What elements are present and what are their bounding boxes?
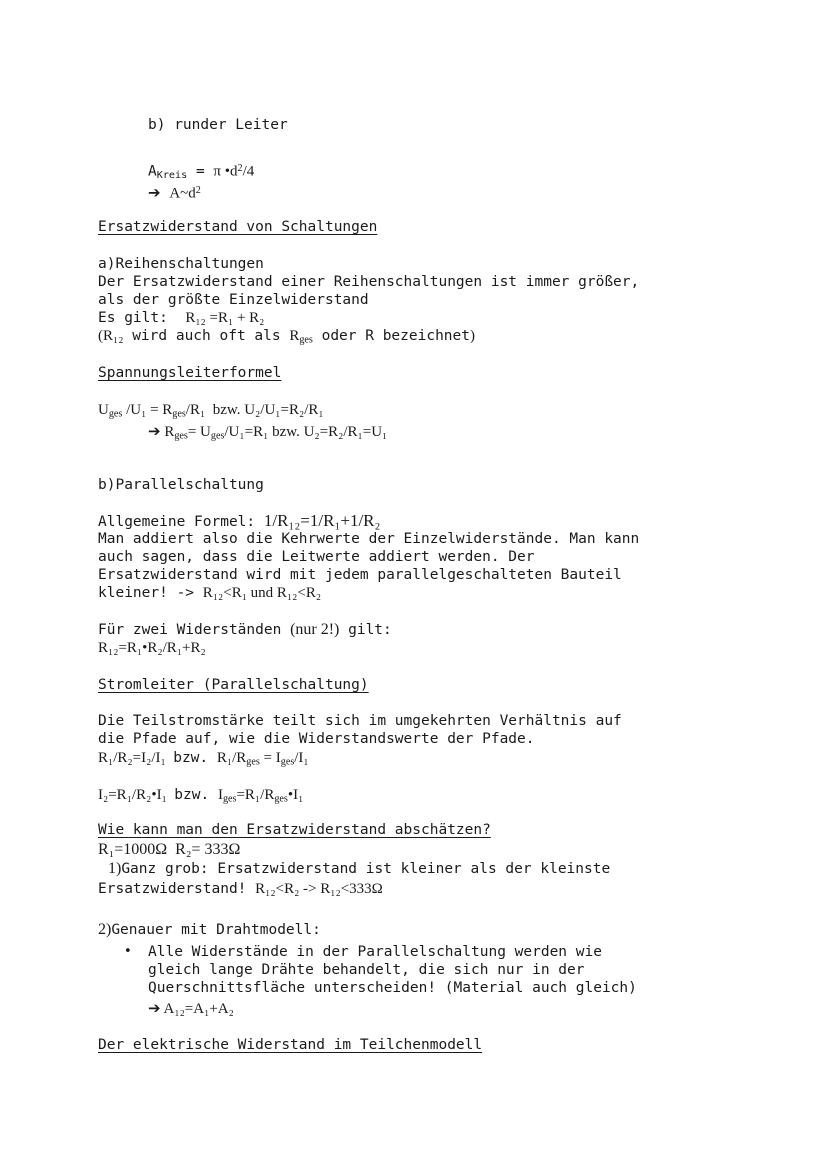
reihe-title-text: Reihenschaltungen bbox=[115, 256, 264, 272]
es-gilt-label: Es gilt: bbox=[98, 310, 186, 326]
strom-text-1: Die Teilstromstärke teilt sich im umgekehrten Verhältnis auf bbox=[98, 713, 622, 729]
grob-line-2 bbox=[98, 880, 383, 898]
zwei-formula: R₁₂=R₁•R₂/R₁+R₂ bbox=[98, 640, 206, 656]
strom-f2-c: I bbox=[217, 787, 223, 803]
heading-spannungsleiter: Spannungsleiterformel bbox=[98, 365, 282, 381]
strom-f1-c-sub: ges bbox=[246, 756, 260, 768]
parallel-text-4 bbox=[98, 584, 321, 602]
u-sub: ges bbox=[108, 408, 123, 420]
spannung-part-d: /R₁ bzw. U₂/U₁=R₂/R₁ bbox=[185, 402, 324, 418]
grob-line-1 bbox=[108, 860, 610, 878]
formula-exponent: 2 bbox=[237, 163, 243, 174]
resistor-values: R₁=1000Ω R₂= 333Ω bbox=[98, 841, 241, 858]
strom-f2-a: I₂=R₁/R₂•I₁ bbox=[98, 787, 175, 803]
es-gilt-line bbox=[98, 309, 264, 327]
strom-f1-e: /I₁ bbox=[294, 750, 309, 766]
arrow-right-icon: ➔ bbox=[148, 183, 161, 202]
genau-text: Genauer mit Drahtmodell: bbox=[111, 922, 321, 938]
uges-symbol: = U bbox=[187, 424, 211, 440]
parallel-title bbox=[98, 476, 264, 494]
parallel-formula-line bbox=[98, 512, 380, 531]
area-symbol: A bbox=[148, 163, 157, 180]
arrow-right-icon: ➔ bbox=[148, 422, 161, 440]
reihe-note bbox=[98, 327, 475, 350]
spannung-part-b: /U₁ = R bbox=[122, 402, 173, 418]
zwei-paren: (nur 2!) bbox=[290, 621, 340, 638]
strom-f2-e: •I₁ bbox=[287, 787, 304, 803]
zwei-text: Für zwei Widerständen bbox=[98, 622, 291, 638]
formula-rhs-end: /4 bbox=[242, 163, 255, 180]
heading-teilchenmodell: Der elektrische Widerstand im Teilchenmodell bbox=[98, 1037, 483, 1053]
parallel-text-4-a: kleiner! -> bbox=[98, 585, 203, 601]
reihe-text-1: Der Ersatzwiderstand einer Reihenschaltungen ist immer größer, bbox=[98, 274, 640, 290]
paren-open: ( bbox=[98, 328, 103, 344]
heading-abschaetzen: Wie kann man den Ersatzwiderstand abschätzen? bbox=[98, 822, 491, 838]
spannung-formula-2 bbox=[148, 422, 387, 446]
genau-number: 2) bbox=[98, 921, 112, 938]
area-sum-formula: A₁₂=A₁+A₂ bbox=[160, 1001, 234, 1017]
paren-close: ) bbox=[470, 328, 475, 344]
parallel-number: b) bbox=[98, 477, 116, 493]
strom-f1-c: R₁/R bbox=[216, 750, 247, 766]
strom-f2-bzw: bzw. bbox=[174, 787, 218, 803]
bullet-text-3: Querschnittsfläche unterscheiden! (Material auch gleich) bbox=[148, 980, 637, 996]
spannung-formula-1 bbox=[98, 401, 324, 424]
bullet-text-1: Alle Widerstände in der Parallelschaltung werden wie bbox=[148, 944, 602, 960]
grob-line-2-formula: R₁₂<R₂ -> R₁₂<333Ω bbox=[255, 881, 383, 897]
proportionality-line bbox=[148, 182, 201, 203]
reihe-title bbox=[98, 255, 264, 273]
spannung-part-c: /U₁=R₁ bzw. U₂=R₂/R₁=U₁ bbox=[224, 424, 388, 440]
strom-f2-d-sub: ges bbox=[274, 793, 288, 805]
strom-f1-a: R₁/R₂=I₂/I₁ bbox=[98, 750, 174, 766]
equals-sign: = bbox=[187, 163, 214, 180]
parallel-text-1: Man addiert also die Kehrwerte der Einzelwiderstände. Man kann bbox=[98, 531, 640, 547]
reihe-text-2: als der größte Einzelwiderstand bbox=[98, 292, 369, 308]
heading-ersatzwiderstand: Ersatzwiderstand von Schaltungen bbox=[98, 219, 378, 235]
note-rges-sub: ges bbox=[299, 334, 313, 346]
reihe-number: a) bbox=[98, 256, 116, 272]
proportionality-exponent: 2 bbox=[195, 185, 201, 196]
note-rges: R bbox=[289, 328, 300, 344]
reihe-formula: R₁₂ =R₁ + R₂ bbox=[185, 310, 265, 326]
strom-formula-1 bbox=[98, 749, 309, 772]
genau-line bbox=[98, 921, 321, 939]
grob-line-2-text: Ersatzwiderstand! bbox=[98, 881, 256, 897]
parallel-formula: 1/R₁₂=1/R₁+1/R₂ bbox=[263, 511, 381, 530]
note-tail: oder R bezeichnet bbox=[312, 328, 470, 344]
strom-f1-d: = I bbox=[259, 750, 281, 766]
parallel-text-3: Ersatzwiderstand wird mit jedem parallelgeschalteten Bauteil bbox=[98, 567, 622, 583]
proportionality-text: A~d bbox=[169, 185, 196, 202]
arrow-right-icon: ➔ bbox=[148, 999, 161, 1017]
strom-f1-d-sub: ges bbox=[280, 756, 295, 768]
zwei-gilt: gilt: bbox=[339, 622, 392, 638]
u-symbol: U bbox=[98, 402, 109, 418]
strom-text-2: die Pfade auf, wie die Widerstandswerte der Pfade. bbox=[98, 731, 535, 747]
round-conductor-text: b) runder Leiter bbox=[148, 117, 288, 133]
uges-sub: ges bbox=[210, 430, 225, 442]
formel-label: Allgemeine Formel: bbox=[98, 514, 264, 530]
area-sum-line bbox=[148, 999, 234, 1018]
strom-f1-bzw: bzw. bbox=[173, 750, 217, 766]
strom-f2-c-sub: ges bbox=[222, 793, 237, 805]
grob-text: Ganz grob: Ersatzwiderstand ist kleiner als der kleinste bbox=[121, 861, 611, 877]
note-r12: R₁₂ bbox=[103, 328, 124, 344]
rges-sub: ges bbox=[174, 430, 188, 442]
parallel-text-2: auch sagen, dass die Leitwerte addiert werden. Der bbox=[98, 549, 535, 565]
parallel-text-4-formula: R₁₂<R₁ und R₁₂<R₂ bbox=[202, 585, 322, 601]
zwei-widerstaende-line bbox=[98, 621, 392, 639]
formula-rhs: π •d bbox=[213, 163, 238, 180]
area-subscript: Kreis bbox=[156, 170, 188, 182]
grob-number: 1) bbox=[108, 860, 122, 877]
bullet-icon: • bbox=[124, 944, 132, 959]
round-conductor-label bbox=[148, 116, 288, 134]
strom-f2-d: =R₁/R bbox=[236, 787, 275, 803]
rges-symbol: R bbox=[160, 424, 175, 440]
strom-formula-2 bbox=[98, 786, 303, 809]
bullet-text-2: gleich lange Drähte behandelt, die sich nur in der bbox=[148, 962, 585, 978]
note-mid: wird auch oft als bbox=[123, 328, 290, 344]
r-sub: ges bbox=[172, 408, 186, 420]
parallel-title-text: Parallelschaltung bbox=[115, 477, 264, 493]
heading-stromleiter: Stromleiter (Parallelschaltung) bbox=[98, 677, 369, 693]
